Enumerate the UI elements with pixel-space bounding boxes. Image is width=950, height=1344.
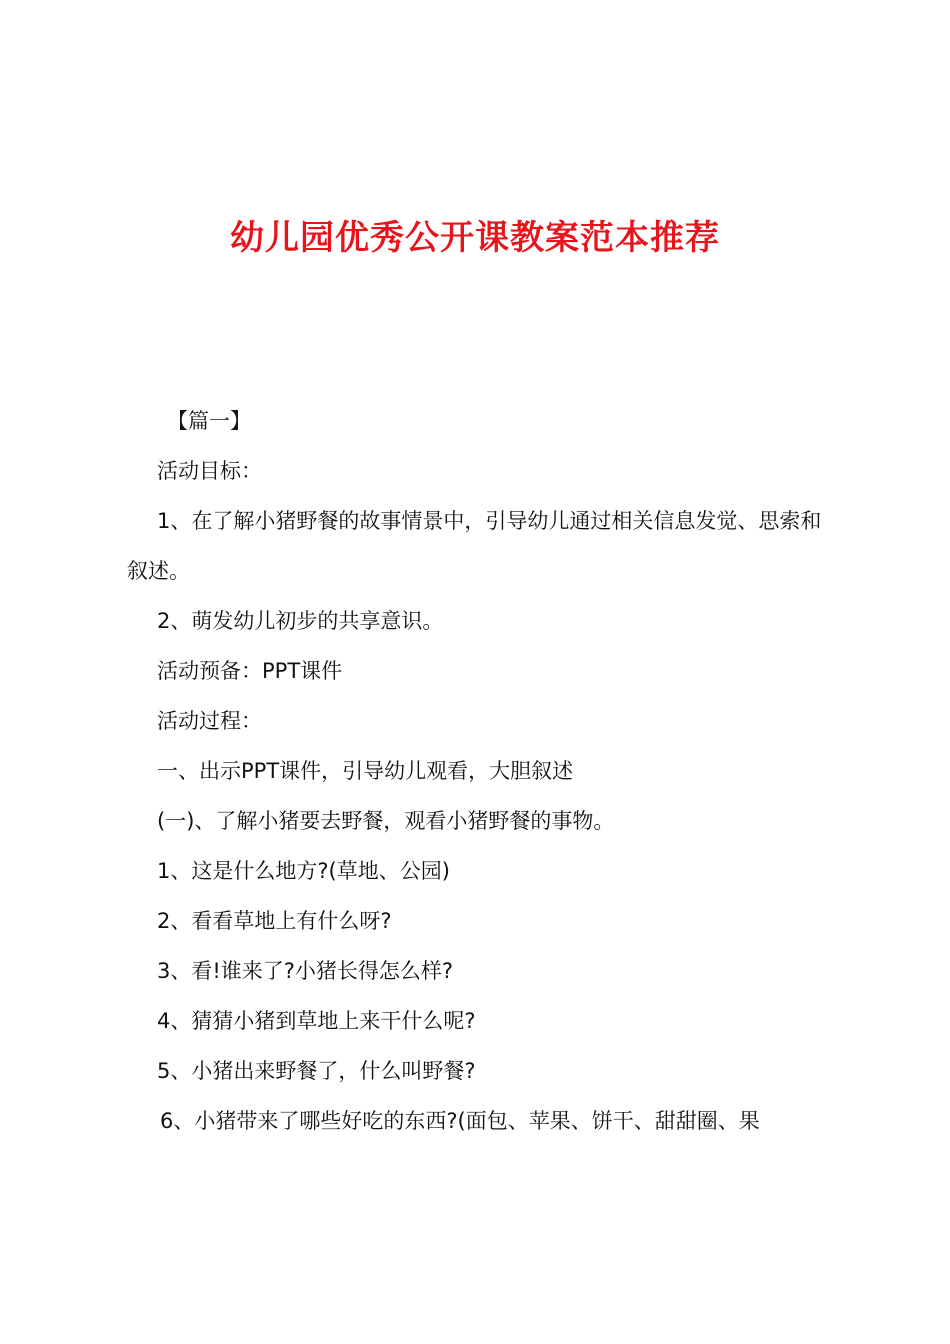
paragraph-question-4: 4、猜猜小猪到草地上来干什么呢? <box>157 1009 476 1033</box>
paragraph-question-1: 1、这是什么地方?(草地、公园) <box>157 859 450 883</box>
paragraph-process: 活动过程： <box>157 709 262 733</box>
paragraph-question-3: 3、看!谁来了?小猪长得怎么样? <box>157 959 454 983</box>
paragraph-substep-one: (一)、了解小猪要去野餐，观看小猪野餐的事物。 <box>157 809 615 833</box>
paragraph-activity-goals: 活动目标： <box>157 459 262 483</box>
paragraph-step-one: 一、出示PPT课件，引导幼儿观看，大胆叙述 <box>157 759 574 783</box>
paragraph-question-6: 6、小猪带来了哪些好吃的东西?(面包、苹果、饼干、甜甜圈、果 <box>160 1109 760 1133</box>
document-body <box>127 396 835 1146</box>
document-title: 幼儿园优秀公开课教案范本推荐 <box>230 218 720 258</box>
paragraph-preparation: 活动预备：PPT课件 <box>157 659 343 683</box>
paragraph-goal-2: 2、萌发幼儿初步的共享意识。 <box>157 609 444 633</box>
paragraph-question-5: 5、小猪出来野餐了，什么叫野餐? <box>157 1059 476 1083</box>
section-heading: 【篇一】 <box>167 409 251 433</box>
paragraph-goal-1: 1、在了解小猪野餐的故事情景中，引导幼儿通过相关信息发觉、思索和叙述。 <box>127 509 822 583</box>
paragraph-question-2: 2、看看草地上有什么呀? <box>157 909 392 933</box>
